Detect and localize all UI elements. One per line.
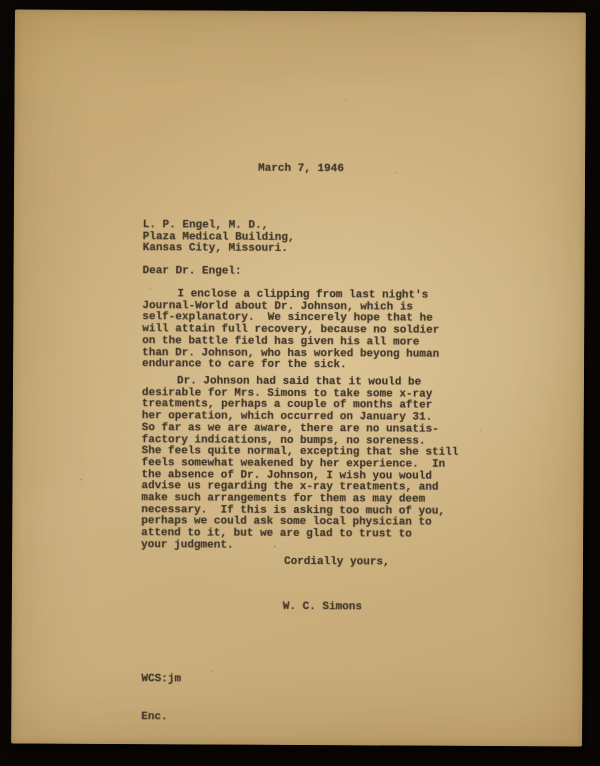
text-line: the absence of Dr. Johnson, I wish you would (141, 468, 432, 483)
text-line: endurance to care for the sick. (142, 358, 347, 372)
text-line: advise us regarding the x-ray treatments, and (141, 480, 439, 495)
text-line: than Dr. Johnson, who has worked beyong human (142, 346, 440, 361)
text-line: desirable for Mrs. Simons to take some x-ray (141, 386, 433, 401)
text-line: Plaza Medical Building, (142, 230, 295, 244)
body-paragraph-2 (141, 376, 459, 553)
text-line: attend to it, but we are glad to trust to (141, 527, 412, 541)
text-line: necessary. If this is asking too much of you, (141, 503, 445, 518)
salutation: Dear Dr. Engel: (142, 265, 242, 278)
text-line: perhaps we could ask some local physician to (141, 515, 432, 530)
text-line: feels somewhat weakened by her experience. In (141, 457, 446, 471)
text-line: make such arrangements for them as may deem (141, 492, 426, 506)
body-paragraph-1 (142, 289, 439, 372)
typist-initials: WCS:jm (141, 672, 182, 685)
text-line: self-explanatory. We sincerely hope that he (142, 311, 433, 326)
signature-name: W. C. Simons (282, 600, 363, 614)
text-line: will attain full recovery, because no soldier (142, 323, 440, 337)
typewritten-text-layer (11, 10, 586, 747)
text-line: Journal-World about Dr. Johnson, which is (142, 299, 414, 314)
reference-block (141, 647, 194, 750)
text-line: factory indications, no bumps, no soreness. (141, 433, 426, 448)
text-line: L. P. Engel, M. D., (142, 219, 269, 232)
complimentary-closing: Cordially yours, (284, 555, 390, 569)
text-line: She feels quite normal, excepting that she still (141, 445, 459, 460)
text-line: Dr. Johnson had said that it would be (176, 375, 422, 389)
text-line: on the battle field has given his all more (142, 334, 420, 349)
letter-page (11, 10, 586, 747)
text-line: treatments, perhaps a couple of months after (141, 398, 433, 413)
text-line: your judgment. (141, 539, 234, 552)
text-line: So far as we are aware, there are no unsatis- (141, 421, 439, 436)
text-line: her operation, which occurred on January 31. (141, 410, 433, 424)
text-line: I enclose a clipping from last night's (177, 288, 429, 302)
letter-date: March 7, 1946 (258, 162, 344, 176)
enclosure-note: Enc. (141, 711, 168, 724)
text-line: Kansas City, Missouri. (142, 242, 288, 256)
recipient-address (143, 220, 295, 256)
